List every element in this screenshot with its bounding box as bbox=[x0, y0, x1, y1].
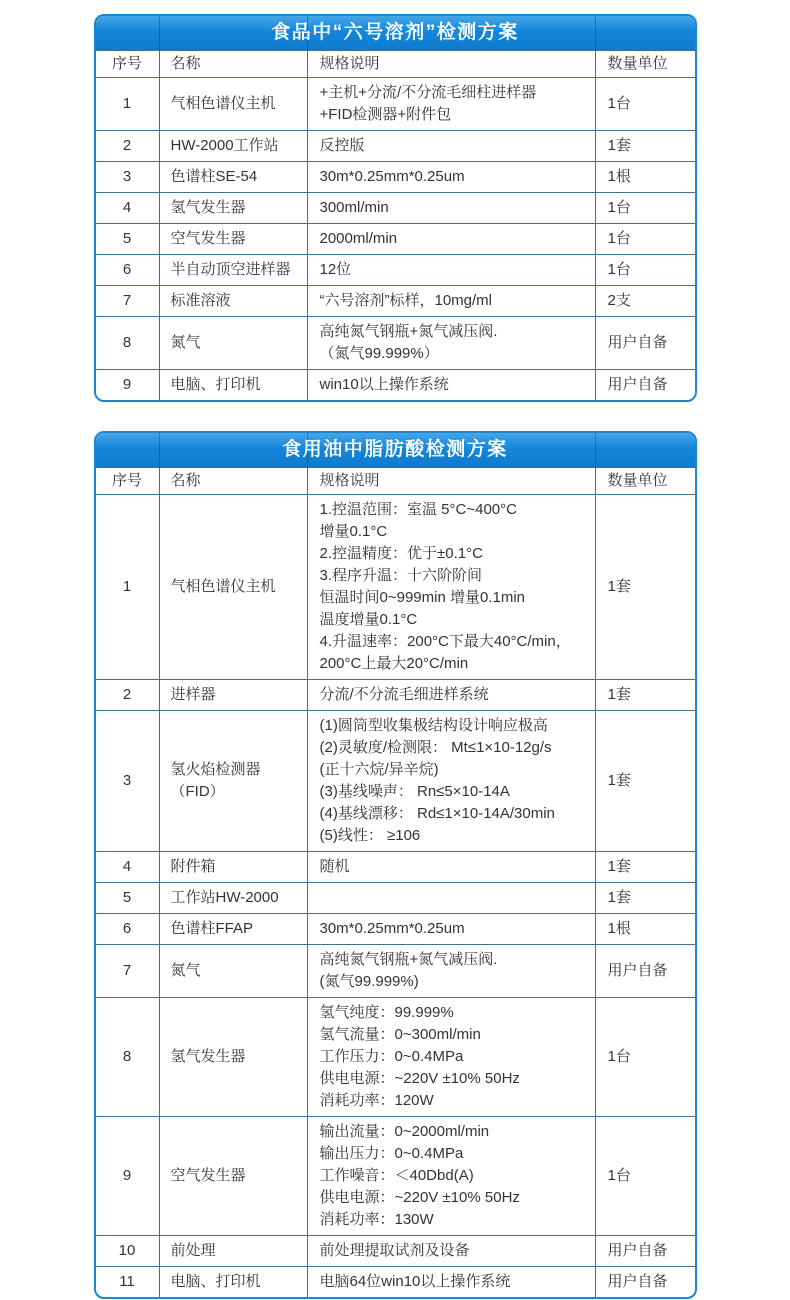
spec-line: 供电电源：~220V ±10% 50Hz bbox=[319, 1189, 520, 1206]
header-row bbox=[96, 467, 695, 494]
item-name-cell: 进样器 bbox=[159, 680, 307, 710]
column-header: 数量单位 bbox=[595, 51, 695, 77]
table-row bbox=[96, 494, 695, 679]
item-name-cell: 氮气 bbox=[159, 317, 307, 369]
row-number-cell: 5 bbox=[122, 230, 132, 247]
item-name-cell: 附件箱 bbox=[159, 852, 307, 882]
spec-cell bbox=[307, 1117, 595, 1235]
spec-cell bbox=[307, 1267, 595, 1297]
table-row bbox=[96, 913, 695, 944]
row-number-cell: 5 bbox=[122, 889, 132, 906]
quantity-cell: 1台 bbox=[595, 998, 695, 1116]
column-header: 规格说明 bbox=[307, 468, 595, 494]
spec-cell bbox=[307, 998, 595, 1116]
item-name-cell: 工作站HW-2000 bbox=[159, 883, 307, 913]
spec-line: 2000ml/min bbox=[319, 230, 398, 247]
row-number-cell: 11 bbox=[119, 1273, 135, 1290]
spec-table bbox=[94, 14, 697, 402]
spec-line: (1)圆筒型收集极结构设计响应极高 bbox=[319, 717, 548, 734]
item-name-cell: 空气发生器 bbox=[159, 1117, 307, 1235]
row-number-cell: 4 bbox=[122, 199, 132, 216]
table-row bbox=[96, 679, 695, 710]
spec-cell bbox=[307, 255, 595, 285]
spec-table bbox=[94, 431, 697, 1299]
spec-line: 随机 bbox=[319, 858, 350, 875]
row-number-cell: 6 bbox=[122, 261, 132, 278]
table-row bbox=[96, 77, 695, 130]
quantity-cell: 2支 bbox=[595, 286, 695, 316]
quantity-cell: 1台 bbox=[595, 255, 695, 285]
spec-cell bbox=[307, 680, 595, 710]
column-divider bbox=[159, 433, 160, 467]
row-number-cell: 1 bbox=[122, 578, 132, 595]
table-title: 食用油中脂肪酸检测方案 bbox=[282, 439, 508, 460]
row-number-cell: 4 bbox=[122, 858, 132, 875]
column-header: 规格说明 bbox=[307, 51, 595, 77]
row-number-cell: 7 bbox=[122, 292, 132, 309]
row-number-cell: 3 bbox=[122, 168, 132, 185]
header-row bbox=[96, 50, 695, 77]
item-name-cell: HW-2000工作站 bbox=[159, 131, 307, 161]
item-name-cell: 氢火焰检测器（FID） bbox=[159, 711, 307, 851]
spec-line: “六号溶剂”标样，10mg/ml bbox=[319, 292, 493, 309]
row-number-cell: 9 bbox=[122, 1167, 132, 1184]
spec-line: (正十六烷/异辛烷) bbox=[319, 761, 439, 778]
spec-line: 消耗功率：120W bbox=[319, 1092, 434, 1109]
quantity-cell: 1套 bbox=[595, 495, 695, 679]
quantity-cell: 1台 bbox=[595, 224, 695, 254]
spec-line: 电脑64位win10以上操作系统 bbox=[319, 1273, 511, 1290]
quantity-cell: 1套 bbox=[595, 883, 695, 913]
spec-line: 分流/不分流毛细进样系统 bbox=[319, 686, 489, 703]
spec-cell bbox=[307, 370, 595, 400]
quantity-cell: 1台 bbox=[595, 193, 695, 223]
table-row bbox=[96, 223, 695, 254]
spec-cell bbox=[307, 1236, 595, 1266]
row-number-cell: 8 bbox=[122, 334, 132, 351]
quantity-cell: 用户自备 bbox=[595, 1267, 695, 1297]
table-title-band bbox=[96, 433, 695, 467]
item-name-cell: 半自动顶空进样器 bbox=[159, 255, 307, 285]
quantity-cell: 1根 bbox=[595, 914, 695, 944]
item-name-cell: 空气发生器 bbox=[159, 224, 307, 254]
table-row bbox=[96, 882, 695, 913]
row-number-cell: 8 bbox=[122, 1048, 132, 1065]
spec-line: (5)线性： ≥106 bbox=[319, 827, 421, 844]
table-title: 食品中“六号溶剂”检测方案 bbox=[271, 22, 519, 43]
row-number-cell: 2 bbox=[122, 137, 132, 154]
table-body bbox=[96, 77, 695, 400]
spec-line: 工作压力：0~0.4MPa bbox=[319, 1048, 464, 1065]
spec-cell bbox=[307, 945, 595, 997]
item-name-cell: 前处理 bbox=[159, 1236, 307, 1266]
item-name-cell: 气相色谱仪主机 bbox=[159, 495, 307, 679]
spec-cell bbox=[307, 883, 595, 913]
table-row bbox=[96, 285, 695, 316]
spec-line: 300ml/min bbox=[319, 199, 389, 216]
spec-line: +FID检测器+附件包 bbox=[319, 106, 452, 123]
spec-line: 3.程序升温：十六阶阶间 bbox=[319, 567, 483, 584]
table-row bbox=[96, 1266, 695, 1297]
table-row bbox=[96, 997, 695, 1116]
quantity-cell: 1套 bbox=[595, 711, 695, 851]
spec-cell bbox=[307, 852, 595, 882]
spec-line: 30m*0.25mm*0.25um bbox=[319, 168, 465, 185]
column-header: 数量单位 bbox=[595, 468, 695, 494]
table-row bbox=[96, 710, 695, 851]
spec-cell bbox=[307, 914, 595, 944]
quantity-cell: 1套 bbox=[595, 852, 695, 882]
row-number-cell: 2 bbox=[122, 686, 132, 703]
spec-line: 前处理提取试剂及设备 bbox=[319, 1242, 470, 1259]
spec-cell bbox=[307, 162, 595, 192]
row-number-cell: 3 bbox=[122, 772, 132, 789]
table-row bbox=[96, 851, 695, 882]
row-number-cell: 9 bbox=[122, 376, 132, 393]
spec-line: 4.升温速率：200°C下最大40°C/min， bbox=[319, 633, 571, 650]
spec-cell bbox=[307, 317, 595, 369]
spec-cell bbox=[307, 286, 595, 316]
item-name-cell: 电脑、打印机 bbox=[159, 370, 307, 400]
quantity-cell: 用户自备 bbox=[595, 317, 695, 369]
item-name-cell: 电脑、打印机 bbox=[159, 1267, 307, 1297]
table-row bbox=[96, 1235, 695, 1266]
table-row bbox=[96, 944, 695, 997]
table-title-band bbox=[96, 16, 695, 50]
tables bbox=[94, 0, 697, 1299]
spec-line: 氢气纯度：99.999% bbox=[319, 1004, 454, 1021]
item-name-cell: 色谱柱SE-54 bbox=[159, 162, 307, 192]
row-number-cell: 1 bbox=[122, 95, 132, 112]
item-name-cell: 氢气发生器 bbox=[159, 998, 307, 1116]
spec-line: 输出流量：0~2000ml/min bbox=[319, 1123, 490, 1140]
spec-line: win10以上操作系统 bbox=[319, 376, 449, 393]
spec-line: 2.控温精度：优于±0.1°C bbox=[319, 545, 483, 562]
spec-line bbox=[320, 887, 583, 909]
spec-line: 供电电源：~220V ±10% 50Hz bbox=[319, 1070, 520, 1087]
table-row bbox=[96, 254, 695, 285]
column-header: 名称 bbox=[159, 51, 307, 77]
quantity-cell: 1套 bbox=[595, 131, 695, 161]
quantity-cell: 用户自备 bbox=[595, 370, 695, 400]
item-name-cell: 氢气发生器 bbox=[159, 193, 307, 223]
row-number-cell: 7 bbox=[122, 962, 132, 979]
spec-line: 1.控温范围：室温 5°C~400°C bbox=[319, 501, 517, 518]
spec-cell bbox=[307, 131, 595, 161]
spec-line: 工作噪音：＜40Dbd(A) bbox=[319, 1167, 474, 1184]
item-name-cell: 氮气 bbox=[159, 945, 307, 997]
spec-cell bbox=[307, 193, 595, 223]
spec-cell bbox=[307, 711, 595, 851]
spec-line: （氮气99.999%） bbox=[319, 345, 439, 362]
table-row bbox=[96, 316, 695, 369]
table-row bbox=[96, 1116, 695, 1235]
quantity-cell: 1台 bbox=[595, 78, 695, 130]
column-divider bbox=[159, 16, 160, 50]
table-row bbox=[96, 369, 695, 400]
table-row bbox=[96, 130, 695, 161]
spec-cell bbox=[307, 495, 595, 679]
spec-cell bbox=[307, 224, 595, 254]
quantity-cell: 1台 bbox=[595, 1117, 695, 1235]
row-number-cell: 10 bbox=[118, 1242, 136, 1259]
spec-line: 消耗功率：130W bbox=[319, 1211, 434, 1228]
quantity-cell: 1套 bbox=[595, 680, 695, 710]
spec-cell bbox=[307, 78, 595, 130]
table-body bbox=[96, 494, 695, 1297]
spec-line: (3)基线噪声： Rn≤5×10-14A bbox=[319, 783, 510, 800]
spec-line: 30m*0.25mm*0.25um bbox=[319, 920, 465, 937]
spec-line: 200°C上最大20°C/min bbox=[319, 655, 469, 672]
quantity-cell: 1根 bbox=[595, 162, 695, 192]
spec-line: (4)基线漂移： Rd≤1×10-14A/30min bbox=[319, 805, 555, 822]
column-header: 序号 bbox=[111, 55, 142, 72]
spec-line: 增量0.1°C bbox=[319, 523, 388, 540]
item-name-cell: 色谱柱FFAP bbox=[159, 914, 307, 944]
spec-line: 高纯氮气钢瓶+氮气减压阀. bbox=[319, 323, 498, 340]
spec-line: 输出压力：0~0.4MPa bbox=[319, 1145, 464, 1162]
spec-line: 12位 bbox=[319, 261, 352, 278]
item-name-cell: 标准溶液 bbox=[159, 286, 307, 316]
quantity-cell: 用户自备 bbox=[595, 945, 695, 997]
quantity-cell: 用户自备 bbox=[595, 1236, 695, 1266]
column-header: 序号 bbox=[111, 472, 142, 489]
column-divider bbox=[595, 433, 596, 467]
column-header: 名称 bbox=[159, 468, 307, 494]
spec-line: 反控版 bbox=[319, 137, 365, 154]
spec-line: 恒温时间0~999min 增量0.1min bbox=[319, 589, 525, 606]
spec-line: +主机+分流/不分流毛细柱进样器 bbox=[319, 84, 537, 101]
spec-line: 高纯氮气钢瓶+氮气减压阀. bbox=[319, 951, 498, 968]
item-name-cell: 气相色谱仪主机 bbox=[159, 78, 307, 130]
table-row bbox=[96, 161, 695, 192]
spec-line: (2)灵敏度/检测限： Mt≤1×10-12g/s bbox=[319, 739, 552, 756]
spec-line: 氢气流量：0~300ml/min bbox=[319, 1026, 481, 1043]
table-row bbox=[96, 192, 695, 223]
column-divider bbox=[595, 16, 596, 50]
spec-line: (氮气99.999%) bbox=[319, 973, 419, 990]
row-number-cell: 6 bbox=[122, 920, 132, 937]
spec-line: 温度增量0.1°C bbox=[319, 611, 418, 628]
